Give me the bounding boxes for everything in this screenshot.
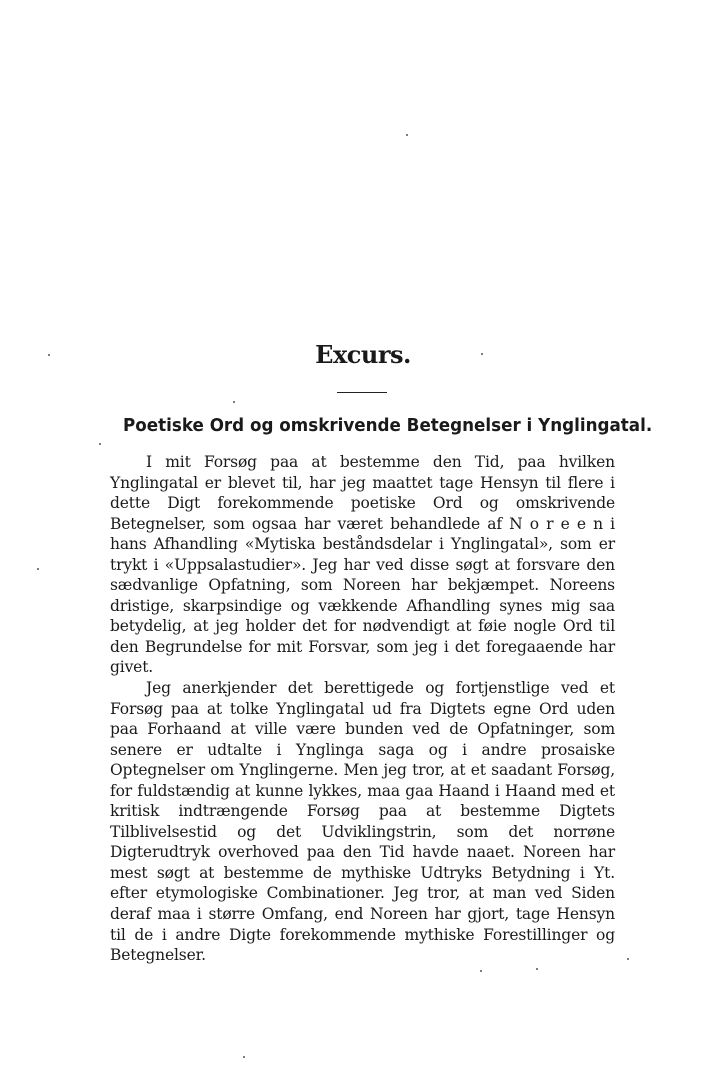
paper-speck — [37, 568, 39, 570]
body-text — [110, 452, 615, 966]
paper-speck — [233, 401, 235, 403]
paragraph-2: Jeg anerkjender det berettigede og fortjenstlige ved et Forsøg paa at tolke Ynglingatal ud fra Digtets egne Ord uden paa Forhaand at ville være bunden ved de Opfatninger, som senere er udtalte i Ynglinga saga og i andre prosaiske Optegnelser om Ynglingerne. Men jeg tror, at et saadant Forsøg, for fuldstændig at kunne lykkes, maa gaa Haand i Haand med et kritisk indtrængende Forsøg paa at bestemme Digtets Tilblivelsestid og det Udviklingstrin, som det norrøne Digterudtryk overhoved paa den Tid havde naaet. Noreen har mest søgt at bestemme de mythiske Udtryks Betydning i Yt. efter etymologiske Combinationer. Jeg tror, at man ved Siden deraf maa i større Omfang, end Noreen har gjort, tage Hensyn til de i andre Digte forekommende mythiske Forestillinger og Betegnelser. — [110, 679, 615, 965]
paper-speck — [536, 968, 538, 970]
chapter-heading: Excurs. — [315, 340, 411, 369]
section-subtitle: Poetiske Ord og omskrivende Betegnelser i Ynglingatal. — [123, 415, 653, 436]
paper-speck — [480, 970, 482, 972]
paper-speck — [627, 958, 629, 960]
paper-speck — [99, 443, 101, 445]
paper-speck — [406, 134, 408, 136]
heading-divider — [337, 392, 387, 393]
paragraph-1: I mit Forsøg paa at bestemme den Tid, paa hvilken Ynglingatal er blevet til, har jeg maattet tage Hensyn til flere i dette Digt forekommende poetiske Ord og omskrivende Betegnelser, som ogsaa har været behandlede af N o r e e n i hans Afhandling «Mytiska beståndsdelar i Ynglingatal», som er trykt i «Uppsalastudier». Jeg har ved disse søgt at forsvare den sædvanlige Opfatning, som Noreen har bekjæmpet. Noreens dristige, skarpsindige og vækkende Afhandling synes mig saa betydelig, at jeg holder det for nødvendigt at føie nogle Ord til den Begrundelse for mit Forsvar, som jeg i det foregaaende har givet. — [110, 453, 615, 677]
paper-speck — [481, 353, 483, 355]
paper-speck — [48, 354, 50, 356]
paper-speck — [243, 1056, 245, 1058]
